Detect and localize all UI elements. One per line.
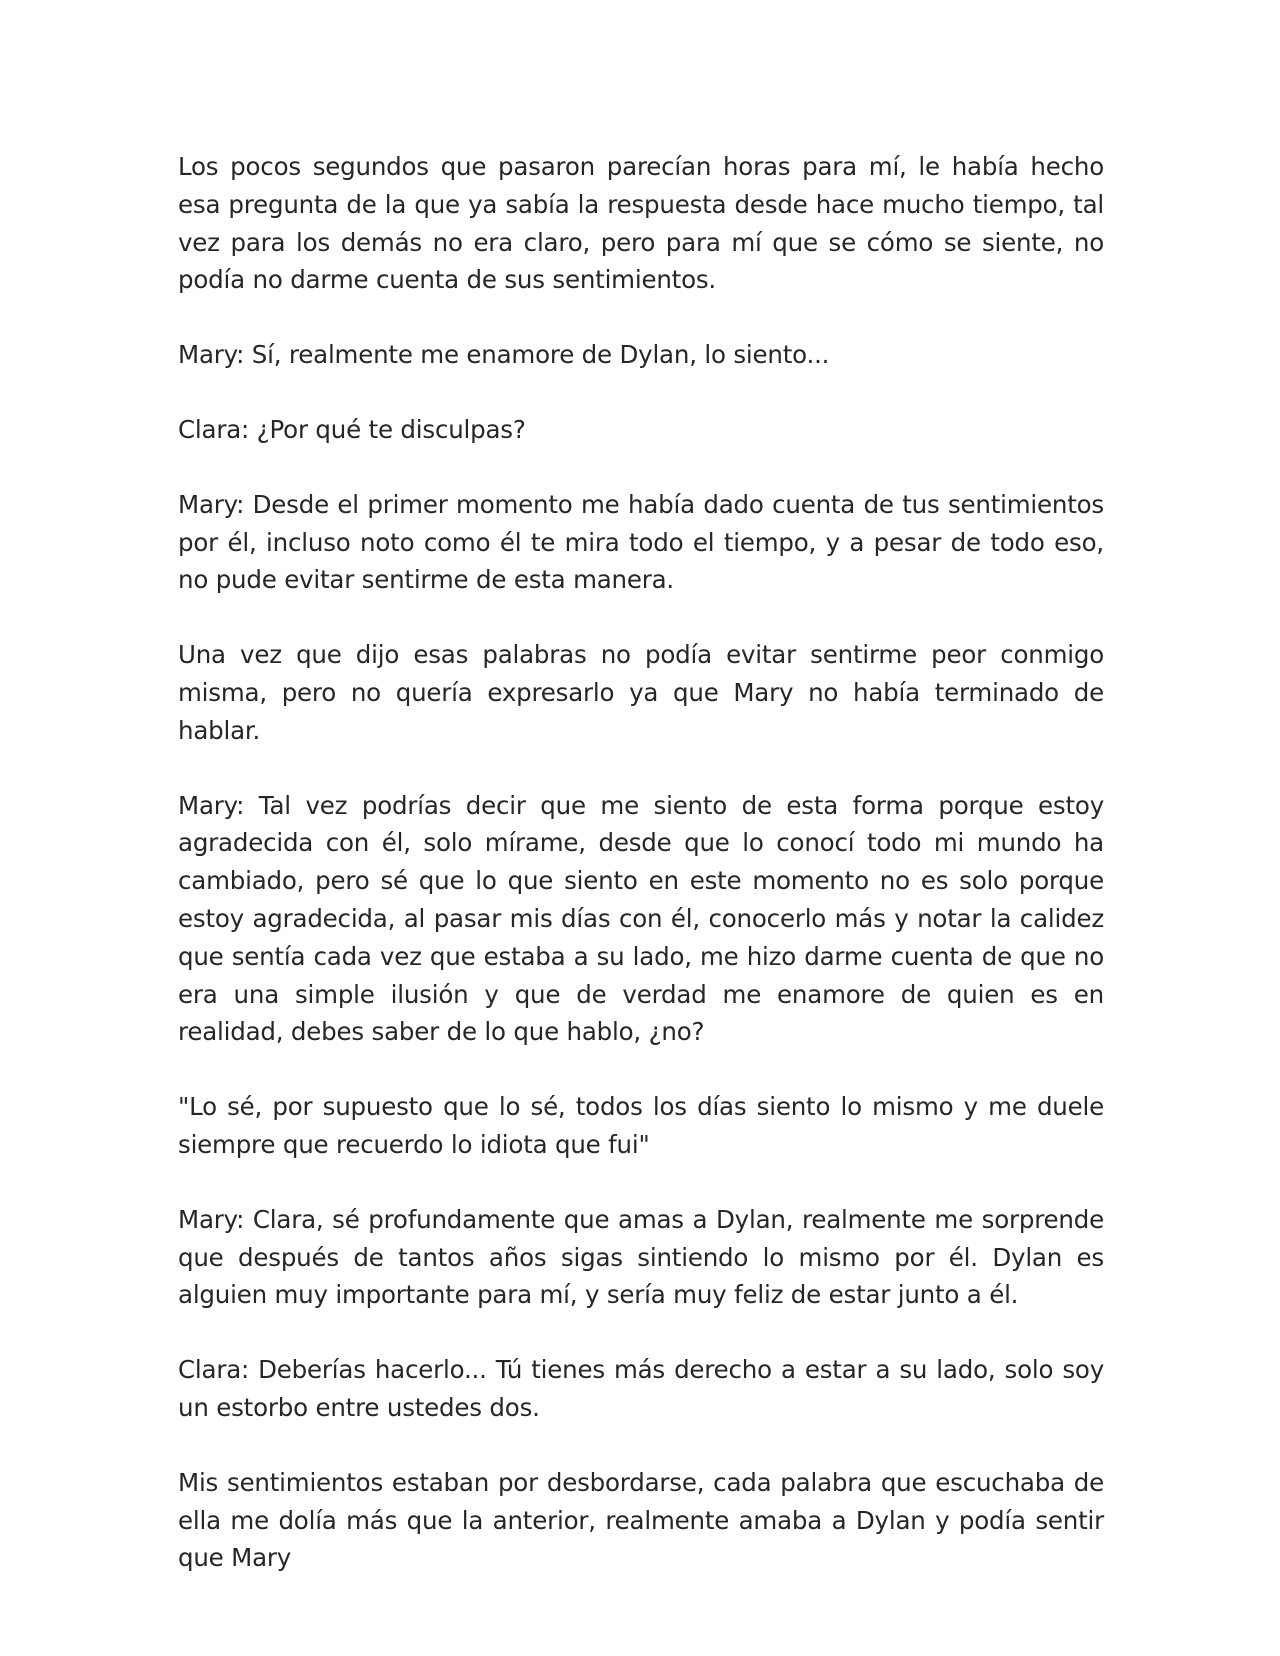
paragraph-narration-1: Los pocos segundos que pasaron parecían horas para mí, le había hecho esa pregunta de la que ya sabía la respuesta desde hace mucho tiempo, tal vez para los demás no era claro, pero para mí que se cómo se siente, no podía no darme cuenta de sus sentimientos.	[178, 152, 1104, 295]
paragraph-clara-1: Clara: ¿Por qué te disculpas?	[178, 414, 526, 444]
paragraph-mary-4: Mary: Clara, sé profundamente que amas a Dylan, realmente me sorprende que después de tantos años sigas sintiendo lo mismo por él. Dylan es alguien muy importante para mí, y sería muy feliz de estar junto a él.	[178, 1204, 1104, 1310]
paragraph-mary-1: Mary: Sí, realmente me enamore de Dylan, lo siento...	[178, 340, 830, 370]
paragraph-narration-3: Mis sentimientos estaban por desbordarse, cada palabra que escuchaba de ella me dolía más que la anterior, realmente amaba a Dylan y podía sentir que Mary	[178, 1467, 1104, 1573]
paragraph-narration-2: Una vez que dijo esas palabras no podía evitar sentirme peor conmigo misma, pero no quería expresarlo ya que Mary no había terminado de hablar.	[178, 640, 1104, 745]
document-page	[178, 148, 1104, 1577]
paragraph-mary-3: Mary: Tal vez podrías decir que me siento de esta forma porque estoy agradecida con él, solo mírame, desde que lo conocí todo mi mundo ha cambiado, pero sé que lo que siento en este momento no es solo porque estoy agradecida, al pasar mis días con él, conocerlo más y notar la calidez que sentía cada vez que estaba a su lado, me hizo darme cuenta de que no era una simple ilusión y que de verdad me enamore de quien es en realidad, debes saber de lo que hablo, ¿no?	[178, 790, 1104, 1047]
paragraph-thought: "Lo sé, por supuesto que lo sé, todos los días siento lo mismo y me duele siempre que recuerdo lo idiota que fui"	[178, 1092, 1104, 1159]
paragraph-mary-2: Mary: Desde el primer momento me había dado cuenta de tus sentimientos por él, incluso noto como él te mira todo el tiempo, y a pesar de todo eso, no pude evitar sentirme de esta manera.	[178, 489, 1104, 595]
paragraph-clara-2: Clara: Deberías hacerlo... Tú tienes más derecho a estar a su lado, solo soy un estorbo entre ustedes dos.	[178, 1355, 1104, 1422]
